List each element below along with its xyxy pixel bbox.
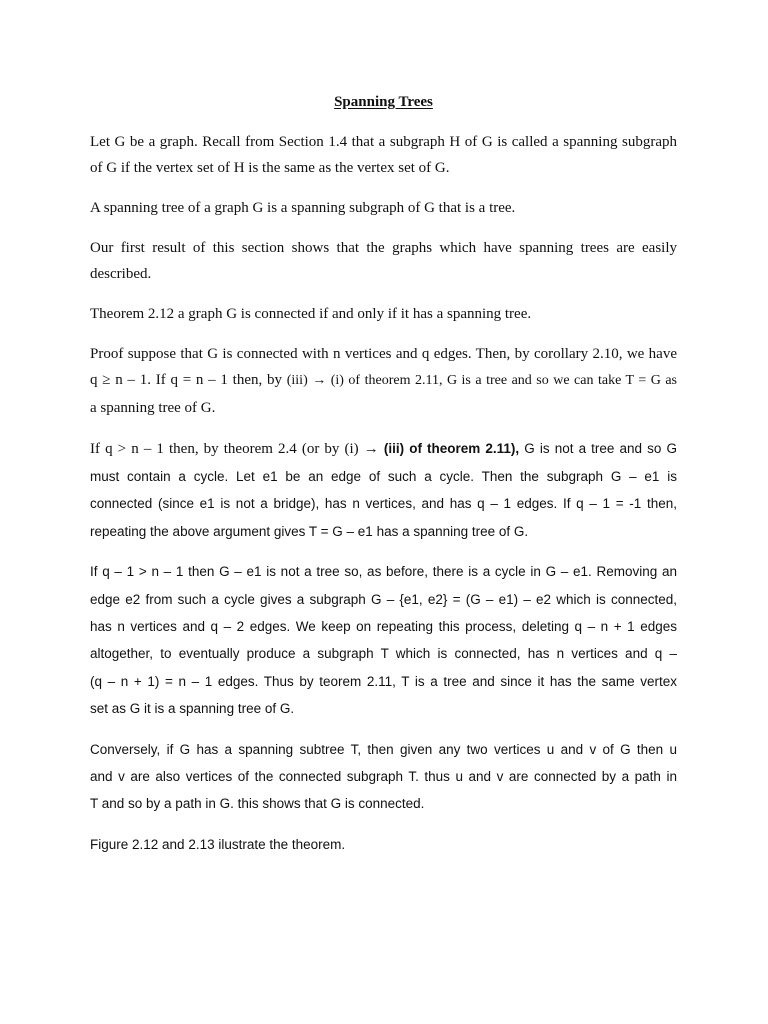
text-line: T and so by a path in G. this shows that G is connected.: [90, 796, 425, 812]
text-line: connected (since e1 is not a bridge), has n vertices, and has q – 1 edges. If q – 1 = -1 then,: [90, 496, 677, 512]
paragraph: [90, 235, 677, 288]
text-line: (q – n + 1) = n – 1 edges. Thus by teorem 2.11, T is a tree and since it has the same vertex: [90, 673, 677, 689]
paragraph: [90, 129, 677, 182]
text-segment: G is not a tree and so G: [519, 440, 678, 456]
figure-reference: [90, 831, 677, 858]
text-line: [90, 435, 677, 463]
text-line: [90, 367, 677, 394]
proof-paragraph: [90, 341, 677, 421]
text-segment: (iii) of theorem 2.11),: [383, 440, 520, 456]
text-line: has n vertices and q – 2 edges. We keep on repeating this process, deleting q – n + 1 edges: [90, 618, 677, 634]
text-line: edge e2 from such a cycle gives a subgraph G – {e1, e2} = (G – e1) – e2 which is connected,: [90, 591, 677, 607]
paragraph: [90, 195, 677, 221]
page-title: Spanning Trees: [334, 94, 433, 110]
text-line: Proof suppose that G is connected with n vertices and q edges. Then, by corollary 2.10, we have: [90, 346, 677, 363]
paragraph: [90, 435, 677, 546]
text-segment: q ≥ n – 1. If q = n – 1 then, by: [90, 372, 287, 389]
theorem-statement: [90, 301, 677, 327]
text-line: If q – 1 > n – 1 then G – e1 is not a tree so, as before, there is a cycle in G – e1. Removing an: [90, 564, 677, 580]
text-line: Figure 2.12 and 2.13 ilustrate the theorem.: [90, 836, 346, 852]
paragraph: [90, 736, 677, 818]
text-line: set as G it is a spanning tree of G.: [90, 701, 295, 717]
text-line: must contain a cycle. Let e1 be an edge of such a cycle. Then the subgraph G – e1 is: [90, 468, 677, 484]
text-line: repeating the above argument gives T = G – e1 has a spanning tree of G.: [90, 523, 529, 539]
text-line: Conversely, if G has a spanning subtree T, then given any two vertices u and v of G then u: [90, 741, 677, 757]
text-line: Our first result of this section shows that the graphs which have spanning trees are easily: [90, 239, 677, 256]
document-body: [90, 89, 677, 871]
paragraph: [90, 558, 677, 722]
text-line: and v are also vertices of the connected subgraph T. thus u and v are connected by a path in: [90, 769, 677, 784]
text-line: a spanning tree of G.: [90, 399, 216, 416]
text-line: A spanning tree of a graph G is a spanning subgraph of G that is a tree.: [90, 200, 516, 217]
text-segment: (iii) → (i) of theorem 2.11, G is a tree and so we can take T = G as: [286, 373, 677, 389]
text-line: altogether, to eventually produce a subgraph T which is connected, has n vertices and q –: [90, 646, 677, 662]
text-line: described.: [90, 266, 152, 283]
text-segment: If q > n – 1 then, by theorem 2.4 (or by (i) →: [90, 440, 384, 457]
text-line: of G if the vertex set of H is the same as the vertex set of G.: [90, 160, 450, 177]
text-line: Let G be a graph. Recall from Section 1.4 that a subgraph H of G is called a spanning subgraph: [90, 133, 677, 150]
text-line: Theorem 2.12 a graph G is connected if and only if it has a spanning tree.: [90, 306, 532, 323]
